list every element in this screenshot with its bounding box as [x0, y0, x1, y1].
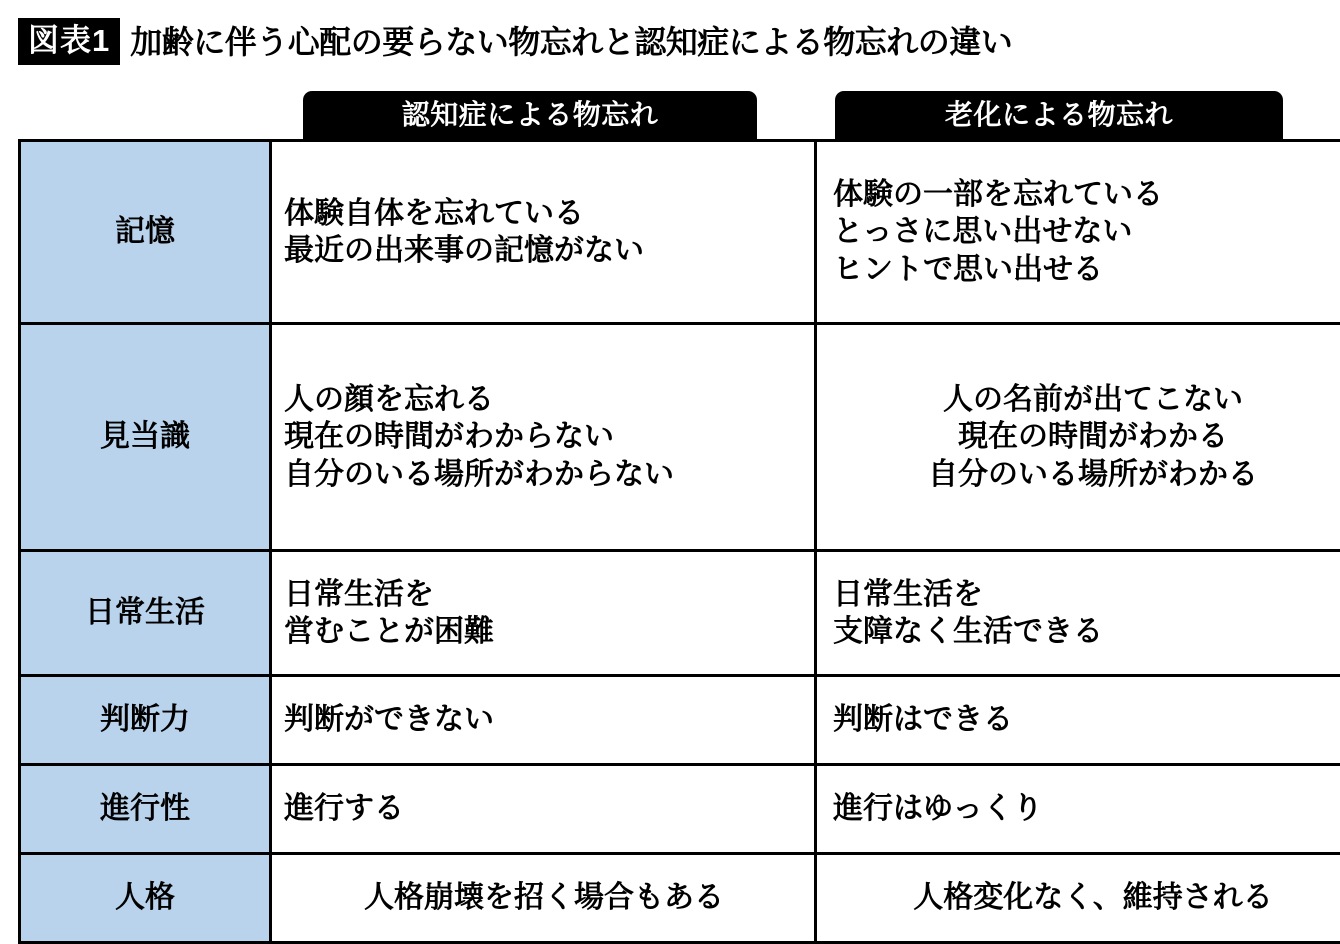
cell-orientation-aging: [816, 324, 1340, 551]
cell-line: 営むことが困難: [284, 613, 804, 650]
cell-daily-life-aging: [816, 551, 1340, 676]
row-label-judgment: 判断力: [20, 676, 271, 765]
comparison-table: [18, 139, 1340, 944]
cell-memory-dementia: [271, 141, 816, 324]
cell-judgment-aging: [816, 676, 1340, 765]
table-row: [20, 551, 1340, 676]
cell-daily-life-dementia: [271, 551, 816, 676]
cell-line: とっさに思い出せない: [833, 213, 1340, 250]
cell-line: 進行はゆっくり: [833, 790, 1340, 827]
cell-judgment-dementia: [271, 676, 816, 765]
cell-line: 人格変化なく、維持される: [833, 879, 1340, 916]
cell-line: 体験の一部を忘れている: [833, 176, 1340, 213]
cell-personality-dementia: [271, 854, 816, 943]
cell-progression-aging: [816, 765, 1340, 854]
column-headers: [0, 91, 1340, 139]
cell-line: 判断ができない: [284, 701, 804, 738]
cell-memory-aging: [816, 141, 1340, 324]
cell-line: 人格崩壊を招く場合もある: [284, 879, 804, 916]
comparison-table-wrapper: [18, 139, 1322, 944]
cell-personality-aging: [816, 854, 1340, 943]
column-header-aging: 老化による物忘れ: [835, 91, 1283, 139]
cell-line: 日常生活を: [833, 576, 1340, 613]
cell-line: 現在の時間がわかる: [833, 418, 1340, 455]
table-row: [20, 141, 1340, 324]
title-row: [18, 18, 1012, 65]
cell-line: 進行する: [284, 790, 804, 827]
row-label-daily-life: 日常生活: [20, 551, 271, 676]
page-title: 加齢に伴う心配の要らない物忘れと認知症による物忘れの違い: [130, 26, 1012, 58]
column-header-dementia: 認知症による物忘れ: [303, 91, 757, 139]
cell-line: 自分のいる場所がわからない: [284, 456, 804, 493]
cell-orientation-dementia: [271, 324, 816, 551]
cell-progression-dementia: [271, 765, 816, 854]
cell-line: 日常生活を: [284, 576, 804, 613]
table-row: [20, 676, 1340, 765]
cell-line: ヒントで思い出せる: [833, 251, 1340, 288]
table-row: [20, 765, 1340, 854]
table-row: [20, 324, 1340, 551]
cell-line: 人の名前が出てこない: [833, 381, 1340, 418]
cell-line: 現在の時間がわからない: [284, 418, 804, 455]
cell-line: 判断はできる: [833, 701, 1340, 738]
cell-line: 人の顔を忘れる: [284, 381, 804, 418]
row-label-personality: 人格: [20, 854, 271, 943]
table-row: [20, 854, 1340, 943]
cell-line: 支障なく生活できる: [833, 613, 1340, 650]
row-label-memory: 記憶: [20, 141, 271, 324]
cell-line: 体験自体を忘れている: [284, 195, 804, 232]
figure-number-badge: 図表1: [18, 18, 120, 65]
cell-line: 最近の出来事の記憶がない: [284, 232, 804, 269]
row-label-orientation: 見当識: [20, 324, 271, 551]
cell-line: 自分のいる場所がわかる: [833, 456, 1340, 493]
row-label-progression: 進行性: [20, 765, 271, 854]
